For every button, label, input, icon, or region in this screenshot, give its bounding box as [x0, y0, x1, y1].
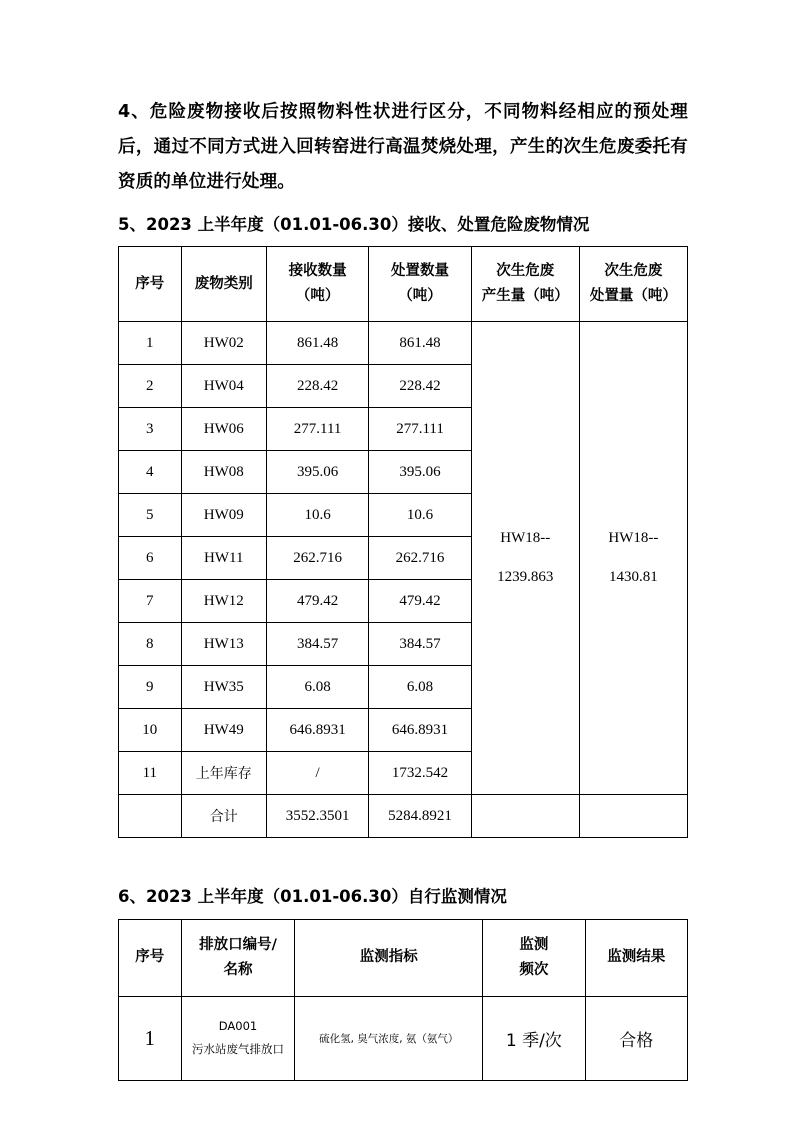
cell-secondary-disposed: [579, 322, 687, 795]
cell-no: 1: [119, 996, 182, 1080]
cell-received: 646.8931: [266, 709, 368, 752]
header-indicators: 监测指标: [295, 919, 483, 996]
header-outlet-line2: 名称: [223, 961, 253, 978]
cell-outlet: [181, 996, 295, 1080]
cell-disposed: 10.6: [369, 494, 471, 537]
cell-no: 1: [119, 322, 182, 365]
self-monitoring-table: [118, 919, 688, 1081]
secondary-disposed-line1: HW18--: [608, 530, 659, 547]
cell-disposed: 395.06: [369, 451, 471, 494]
header-secondary-generated: [471, 247, 579, 322]
header-frequency: [483, 919, 585, 996]
cell-disposed: 6.08: [369, 666, 471, 709]
cell-received: /: [266, 752, 368, 795]
header-frequency-line1: 监测: [519, 937, 549, 954]
header-secondary-generated-line1: 次生危废: [496, 263, 555, 280]
header-outlet-line1: 排放口编号/: [199, 937, 277, 954]
cell-received: 479.42: [266, 580, 368, 623]
header-disposed-line2: （吨）: [398, 288, 442, 305]
hazardous-waste-table: [118, 246, 688, 838]
cell-category: HW13: [181, 623, 266, 666]
table-header-row: [119, 247, 688, 322]
secondary-disposed-line2: 1430.81: [609, 569, 658, 586]
cell-disposed: 479.42: [369, 580, 471, 623]
cell-no: 10: [119, 709, 182, 752]
cell-category: 上年库存: [181, 752, 266, 795]
cell-category: HW06: [181, 408, 266, 451]
section-6-heading: 6、2023 上半年度（01.01-06.30）自行监测情况: [118, 887, 507, 907]
header-outlet: [181, 919, 295, 996]
cell-total-received: 3552.3501: [266, 795, 368, 838]
cell-total-disposed: 5284.8921: [369, 795, 471, 838]
cell-disposed: 646.8931: [369, 709, 471, 752]
header-secondary-disposed: [579, 247, 687, 322]
header-no: 序号: [119, 247, 182, 322]
cell-no: 2: [119, 365, 182, 408]
cell-received: 395.06: [266, 451, 368, 494]
section-5-heading: 5、2023 上半年度（01.01-06.30）接收、处置危险废物情况: [118, 215, 590, 234]
cell-secondary-generated: [471, 322, 579, 795]
cell-received: 277.111: [266, 408, 368, 451]
cell-disposed: 262.716: [369, 537, 471, 580]
cell-outlet-name: 污水站废气排放口: [191, 1042, 284, 1057]
cell-no: 3: [119, 408, 182, 451]
cell-no: 6: [119, 537, 182, 580]
header-secondary-disposed-line2: 处置量（吨）: [589, 288, 677, 305]
cell-total-secondary-disposed: [579, 795, 687, 838]
cell-received: 10.6: [266, 494, 368, 537]
cell-disposed: 1732.542: [369, 752, 471, 795]
cell-no: 8: [119, 623, 182, 666]
header-disposed: [369, 247, 471, 322]
cell-disposed: 384.57: [369, 623, 471, 666]
header-category: 废物类别: [181, 247, 266, 322]
table-total-row: [119, 795, 688, 838]
header-received: [266, 247, 368, 322]
cell-category: HW35: [181, 666, 266, 709]
cell-received: 262.716: [266, 537, 368, 580]
cell-no: [119, 795, 182, 838]
header-result: 监测结果: [585, 919, 687, 996]
cell-category: HW08: [181, 451, 266, 494]
cell-category: HW12: [181, 580, 266, 623]
cell-received: 228.42: [266, 365, 368, 408]
secondary-generated-line1: HW18--: [500, 530, 551, 547]
cell-no: 5: [119, 494, 182, 537]
cell-no: 9: [119, 666, 182, 709]
cell-no: 11: [119, 752, 182, 795]
cell-no: 4: [119, 451, 182, 494]
header-secondary-generated-line2: 产生量（吨）: [481, 288, 569, 305]
cell-category: HW49: [181, 709, 266, 752]
header-frequency-line2: 频次: [519, 961, 549, 978]
cell-outlet-code: DA001: [218, 1019, 258, 1034]
cell-disposed: 277.111: [369, 408, 471, 451]
header-received-line2: （吨）: [295, 288, 340, 305]
paragraph-4: 4、危险废物接收后按照物料性状进行区分，不同物料经相应的预处理后，通过不同方式进入回转窑进行高温焚烧处理，产生的次生危废委托有资质的单位进行处理。: [118, 102, 688, 192]
cell-category: HW04: [181, 365, 266, 408]
cell-received: 384.57: [266, 623, 368, 666]
cell-category: HW11: [181, 537, 266, 580]
cell-total-secondary-generated: [471, 795, 579, 838]
cell-indicators: 硫化氢, 臭气浓度, 氨（氨气）: [295, 996, 483, 1080]
cell-disposed: 861.48: [369, 322, 471, 365]
cell-result: 合格: [585, 996, 687, 1080]
cell-total-label: 合计: [181, 795, 266, 838]
header-secondary-disposed-line1: 次生危废: [604, 263, 663, 280]
header-received-line1: 接收数量: [288, 263, 347, 280]
cell-received: 6.08: [266, 666, 368, 709]
cell-no: 7: [119, 580, 182, 623]
cell-frequency: 1 季/次: [483, 996, 585, 1080]
table-row: [119, 322, 688, 365]
cell-category: HW09: [181, 494, 266, 537]
cell-category: HW02: [181, 322, 266, 365]
table-header-row: [119, 919, 688, 996]
header-disposed-line1: 处置数量: [391, 263, 450, 280]
cell-disposed: 228.42: [369, 365, 471, 408]
secondary-generated-line2: 1239.863: [497, 569, 554, 586]
header-no: 序号: [119, 919, 182, 996]
table-row: [119, 996, 688, 1080]
section-spacer: [118, 838, 688, 878]
cell-received: 861.48: [266, 322, 368, 365]
